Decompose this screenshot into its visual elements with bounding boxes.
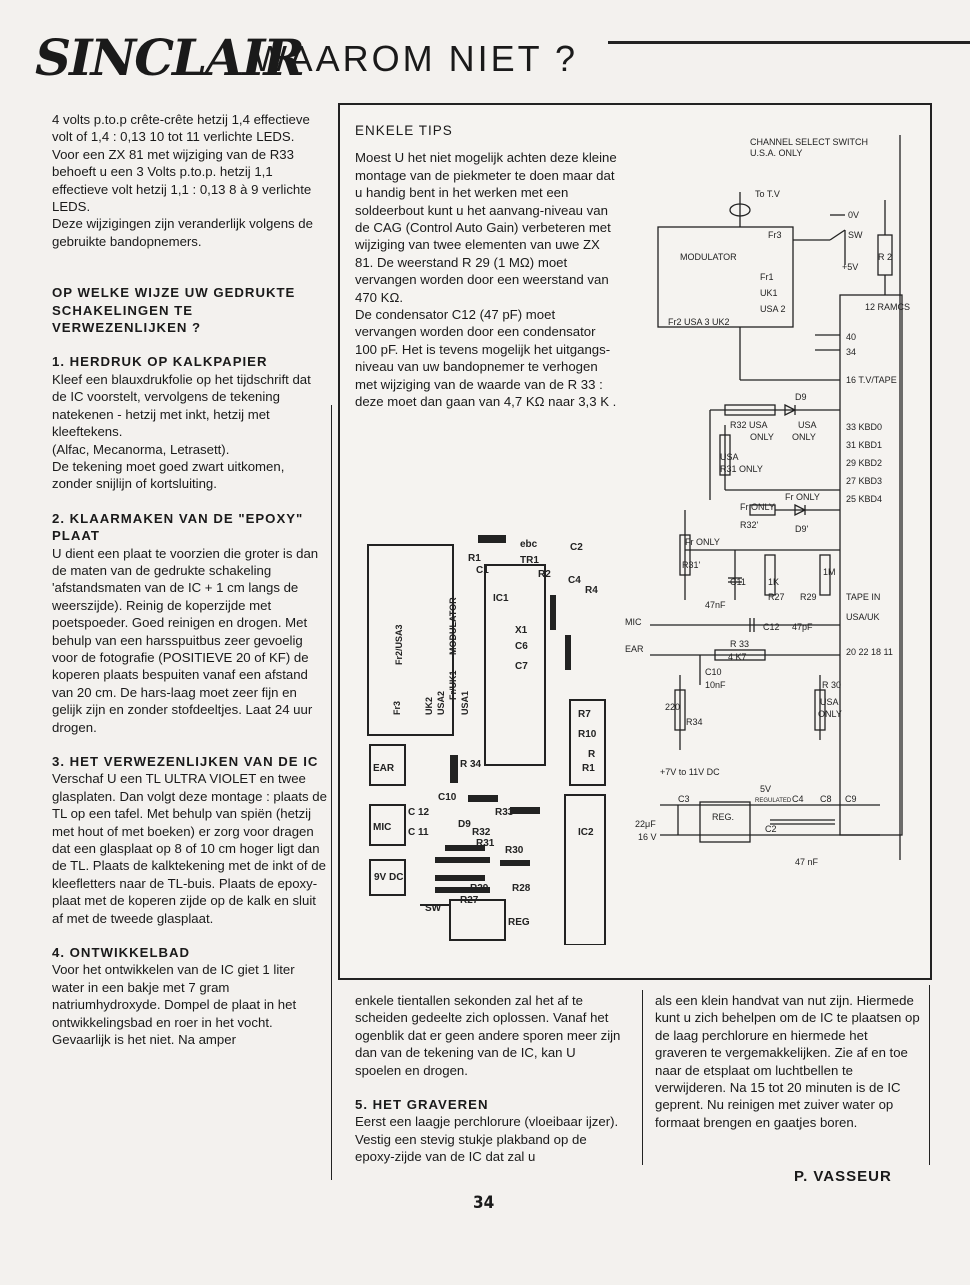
schem-label: R 30 bbox=[822, 680, 842, 690]
pcb-label: R1 bbox=[582, 763, 595, 774]
schem-label: C9 bbox=[845, 794, 857, 804]
schem-label: 40 bbox=[846, 332, 857, 342]
pcb-label: IC2 bbox=[578, 827, 594, 838]
schem-label: C2 bbox=[765, 824, 777, 834]
pcb-label: R31 bbox=[476, 838, 495, 849]
schem-label: +5V bbox=[842, 262, 859, 272]
schem-label: 16 T.V/TAPE bbox=[846, 375, 897, 385]
page-number: 34 bbox=[473, 1193, 495, 1213]
schem-label: 47nF bbox=[705, 600, 726, 610]
paragraph: enkele tientallen sekonden zal het af te scheiden gedeelte zich oplossen. Vanaf het ogenblik dat er geen andere sporen meer zijn dan van de tekening van de IC, kan U spoelen en drogen. bbox=[355, 993, 621, 1078]
schem-label: R32' bbox=[740, 520, 759, 530]
section-heading: 3. HET VERWEZENLIJKEN VAN DE IC bbox=[52, 754, 319, 769]
sinclair-logo: SINCLAIR bbox=[35, 28, 303, 87]
schem-label: To T.V bbox=[755, 189, 780, 199]
schem-label: 12 RAMCS bbox=[865, 302, 911, 312]
schem-label: 31 KBD1 bbox=[846, 440, 883, 450]
paragraph: 4 volts p.to.p crête-crête hetzij 1,4 effectieve volt of 1,4 : 0,13 10 tot 11 verlichte LEDS. bbox=[52, 112, 310, 145]
schem-label: USA/UK bbox=[846, 612, 880, 622]
pcb-label: R32 bbox=[472, 827, 491, 838]
pcb-label: C1 bbox=[476, 565, 489, 576]
schem-label: UK1 bbox=[760, 288, 778, 298]
schem-label: REG. bbox=[712, 812, 735, 822]
schem-label: D9 bbox=[795, 392, 807, 402]
schem-label: ONLY bbox=[818, 709, 842, 719]
schem-label: 4 K7 bbox=[728, 652, 747, 662]
paragraph: De condensator C12 (47 pF) moet vervangen worden door een condensator 100 pF. Het is tevens mogelijk het uitgangs-niveau van uw bandopnemer te verhogen met wijziging van de waarde van de R 33 : deze moet dan gaan van 4,7 KΩ naar 3,3 K . bbox=[355, 307, 617, 410]
paragraph: Eerst een laagje perchlorure (vloeibaar ijzer). Vestig een stevig stukje plakband op de epoxy-zijde van de IC dat zal u bbox=[355, 1114, 619, 1165]
tips-title: ENKELE TIPS bbox=[355, 123, 453, 138]
schem-label: MIC bbox=[625, 617, 642, 627]
schem-label: Fr1 bbox=[760, 272, 774, 282]
pcb-label: MIC bbox=[373, 822, 392, 833]
pcb-label: Fr/UK1 bbox=[448, 670, 458, 700]
pcb-layout bbox=[360, 535, 615, 945]
pcb-label: IC1 bbox=[493, 593, 509, 604]
schem-label: TAPE IN bbox=[846, 592, 881, 602]
schem-label: 22μF bbox=[635, 819, 656, 829]
page-title: WAAROM NIET ? bbox=[253, 38, 579, 79]
schem-label: R31 ONLY bbox=[720, 464, 763, 474]
schem-label: Fr ONLY bbox=[785, 492, 820, 502]
schem-label: USA bbox=[798, 420, 817, 430]
schem-label: 27 KBD3 bbox=[846, 476, 883, 486]
column-right bbox=[655, 992, 923, 1131]
pcb-label: R28 bbox=[512, 883, 531, 894]
pcb-label: SW bbox=[425, 903, 442, 914]
schem-label: 47pF bbox=[792, 622, 813, 632]
schem-label: ONLY bbox=[750, 432, 774, 442]
pcb-label: R2 bbox=[538, 569, 551, 580]
column-divider bbox=[929, 985, 930, 1165]
schem-label: Fr ONLY bbox=[740, 502, 775, 512]
pcb-label: C4 bbox=[568, 575, 581, 586]
pcb-label: R29 bbox=[470, 883, 489, 894]
schem-label: MODULATOR bbox=[680, 252, 737, 262]
pcb-label: C6 bbox=[515, 641, 528, 652]
schem-label: 5V bbox=[760, 784, 772, 794]
paragraph: Voor het ontwikkelen van de IC giet 1 liter water in een bakje met 7 gram natriumhydroxyde. Dompel de plaat in het ontwikkelingsbad en roer in het vocht. Gevaarlijk is het niet. Na amper bbox=[52, 962, 297, 1048]
schem-label: 47 nF bbox=[795, 857, 819, 867]
pcb-label: R30 bbox=[505, 845, 524, 856]
schem-label: Fr3 bbox=[768, 230, 782, 240]
paragraph: als een klein handvat van nut zijn. Hiermede kunt u zich behelpen om de IC te plaatsen op de laag perchlorure en hiermede het graveren te vergemakkelijken. Zie af en toe naar de etsplaat om luchtbellen te verwijderen. Na 15 tot 20 minuten is de IC geprent. Nu reinigen met zuiver water op formaat brengen en gaatjes boren. bbox=[655, 993, 920, 1130]
pcb-label: C2 bbox=[570, 542, 583, 553]
schem-label: Fr ONLY bbox=[685, 537, 720, 547]
schem-label: USA bbox=[720, 452, 739, 462]
section-heading: 4. ONTWIKKELBAD bbox=[52, 945, 191, 961]
section-heading: 2. KLAARMAKEN VAN DE "EPOXY" PLAAT bbox=[52, 510, 304, 544]
schem-label: 1K bbox=[768, 577, 780, 587]
pcb-label: R7 bbox=[578, 709, 591, 720]
schem-label: R34 bbox=[686, 717, 703, 727]
paragraph: Voor een ZX 81 met wijziging van de R33 behoeft u een 3 Volts p.to.p. hetzij 1,1 effectieve volt hetzij 1,1 : 0,13 8 à 9 verlichte LEDS. bbox=[52, 146, 312, 215]
schem-label: 33 KBD0 bbox=[846, 422, 883, 432]
pcb-label: X1 bbox=[515, 625, 528, 636]
schem-label: C4 bbox=[792, 794, 804, 804]
paragraph: Deze wijzigingen zijn veranderlijk volgens de gebruikte bandopnemers. bbox=[52, 216, 313, 249]
schem-label: +7V to 11V DC bbox=[660, 767, 720, 777]
schem-label: R 2 bbox=[878, 252, 893, 262]
schem-label: C3 bbox=[678, 794, 690, 804]
schem-label: 220 bbox=[665, 702, 681, 712]
column-left bbox=[52, 111, 327, 1049]
paragraph: U dient een plaat te voorzien die groter is dan de maten van de gedrukte schakeling 'afstandsmaten van de IC + 1 cm langs de weerszijde). Reinig de koperzijde met poetspoeder. Goed reinigen en drogen. Met behulp van een harsspuitbus zeer gevoelig voor de fotografie (POSITIEVE 20 of KF) de koperen plaats bespuiten vanaf een afstand van 20 cm. De hars-laag moet zeer fijn en gelijk zijn en zonder stofdeeltjes. Laat 24 uur drogen. bbox=[52, 545, 319, 735]
schem-label: CHANNEL SELECT SWITCH bbox=[750, 137, 869, 147]
pcb-label: EAR bbox=[373, 763, 395, 774]
column-middle bbox=[355, 992, 623, 1166]
schem-label: 1M bbox=[823, 567, 836, 577]
pcb-label: ebc bbox=[520, 539, 538, 550]
schem-label: 25 KBD4 bbox=[846, 494, 883, 504]
pcb-label: R 34 bbox=[460, 759, 482, 770]
schem-label: C11 bbox=[730, 577, 746, 587]
pcb-label: C7 bbox=[515, 661, 528, 672]
schem-label: REGULATED bbox=[755, 798, 792, 804]
column-divider bbox=[642, 990, 643, 1165]
schem-label: R 33 bbox=[730, 639, 750, 649]
schem-label: SW bbox=[848, 230, 863, 240]
schem-label: Fr2 USA 3 UK2 bbox=[668, 317, 730, 327]
schem-label: U.S.A. ONLY bbox=[750, 148, 803, 158]
pcb-label: R27 bbox=[460, 895, 479, 906]
pcb-label: R4 bbox=[585, 585, 598, 596]
paragraph: Verschaf U een TL ULTRA VIOLET en twee glasplaten. Dan volgt deze montage : plaats de TL op een tafel. Met behulp van spiën (hetzij met hout of met boeken) er zorg voor dragen dat een glasplaat op 8 of 10 cm hoger ligt dan de TL. Plaats de kalktekening met de inkt of de kleefletters naar de TL-buis. Plaats de epoxy-plaat met de koperen zijde op de kalk en sluit af met de tweede glasplaat. bbox=[52, 771, 327, 926]
pcb-label: UK2 bbox=[424, 696, 434, 715]
schem-label: 10nF bbox=[705, 680, 726, 690]
schem-label: ONLY bbox=[792, 432, 816, 442]
schem-label: 29 KBD2 bbox=[846, 458, 883, 468]
pcb-label: D9 bbox=[458, 819, 471, 830]
schem-label: USA bbox=[820, 697, 839, 707]
section-heading: 1. HERDRUK OP KALKPAPIER bbox=[52, 354, 268, 370]
pcb-label: REG bbox=[508, 917, 530, 928]
pcb-label: R bbox=[588, 749, 596, 760]
schem-label: D9' bbox=[795, 524, 809, 534]
schem-label: R29 bbox=[800, 592, 817, 602]
schem-label: C12 bbox=[763, 622, 780, 632]
pcb-label: Fr2/USA3 bbox=[394, 624, 404, 665]
pcb-label: 9V DC bbox=[374, 872, 404, 883]
pcb-label: MODULATOR bbox=[448, 597, 458, 655]
section-heading: OP WELKE WIJZE UW GEDRUKTE SCHAKELINGEN TE VERWEZENLIJKEN ? bbox=[52, 285, 296, 336]
tips-text bbox=[355, 122, 617, 411]
pcb-label: USA1 bbox=[460, 690, 470, 715]
schem-label: C8 bbox=[820, 794, 832, 804]
schem-label: C10 bbox=[705, 667, 722, 677]
pcb-label: C10 bbox=[438, 792, 457, 803]
paragraph: Moest U het niet mogelijk achten deze kleine montage van de piekmeter te doen maar dat u handig bent in het werken met een soldeerbout kunt u het aanvang-niveau van de CAG (Control Auto Gain) verbeteren met wijziging van twee elementen van uwe ZX 81. De weerstand R 29 (1 MΩ) moet vervangen worden door een weerstand van 470 KΩ. bbox=[355, 150, 617, 305]
schem-label: R27 bbox=[768, 592, 785, 602]
schem-label: 0V bbox=[848, 210, 860, 220]
pcb-label: USA2 bbox=[436, 690, 446, 715]
pcb-label: R1 bbox=[468, 553, 481, 564]
schem-label: 34 bbox=[846, 347, 857, 357]
paragraph: De tekening moet goed zwart uitkomen, zonder snijlijn of kortsluiting. bbox=[52, 458, 285, 492]
schem-label: R31' bbox=[682, 560, 701, 570]
section-heading: 5. HET GRAVEREN bbox=[355, 1097, 489, 1113]
pcb-label: R10 bbox=[578, 729, 597, 740]
pcb-label: C 11 bbox=[408, 827, 429, 838]
header-rule bbox=[608, 41, 970, 44]
paragraph: Kleef een blauxdrukfolie op het tijdschrift dat de IC voorstelt, vervolgens de tekening natekenen - hetzij met inkt, hetzij met kleeftekens. bbox=[52, 371, 311, 440]
schem-label: R32 USA bbox=[730, 420, 768, 430]
schem-label: 16 V bbox=[638, 832, 657, 842]
schem-label: USA 2 bbox=[760, 304, 786, 314]
pcb-label: TR1 bbox=[520, 555, 539, 566]
paragraph: (Alfac, Mecanorma, Letrasett). bbox=[52, 441, 230, 457]
pcb-label: C 12 bbox=[408, 807, 430, 818]
circuit-schematic bbox=[620, 130, 925, 870]
author-name: P. VASSEUR bbox=[794, 1168, 892, 1185]
schem-label: EAR bbox=[625, 644, 644, 654]
pcb-label: R33 bbox=[495, 807, 514, 818]
column-divider bbox=[331, 405, 332, 1180]
pcb-label: Fr3 bbox=[392, 700, 402, 715]
schem-label: 20 22 18 11 bbox=[846, 647, 893, 657]
